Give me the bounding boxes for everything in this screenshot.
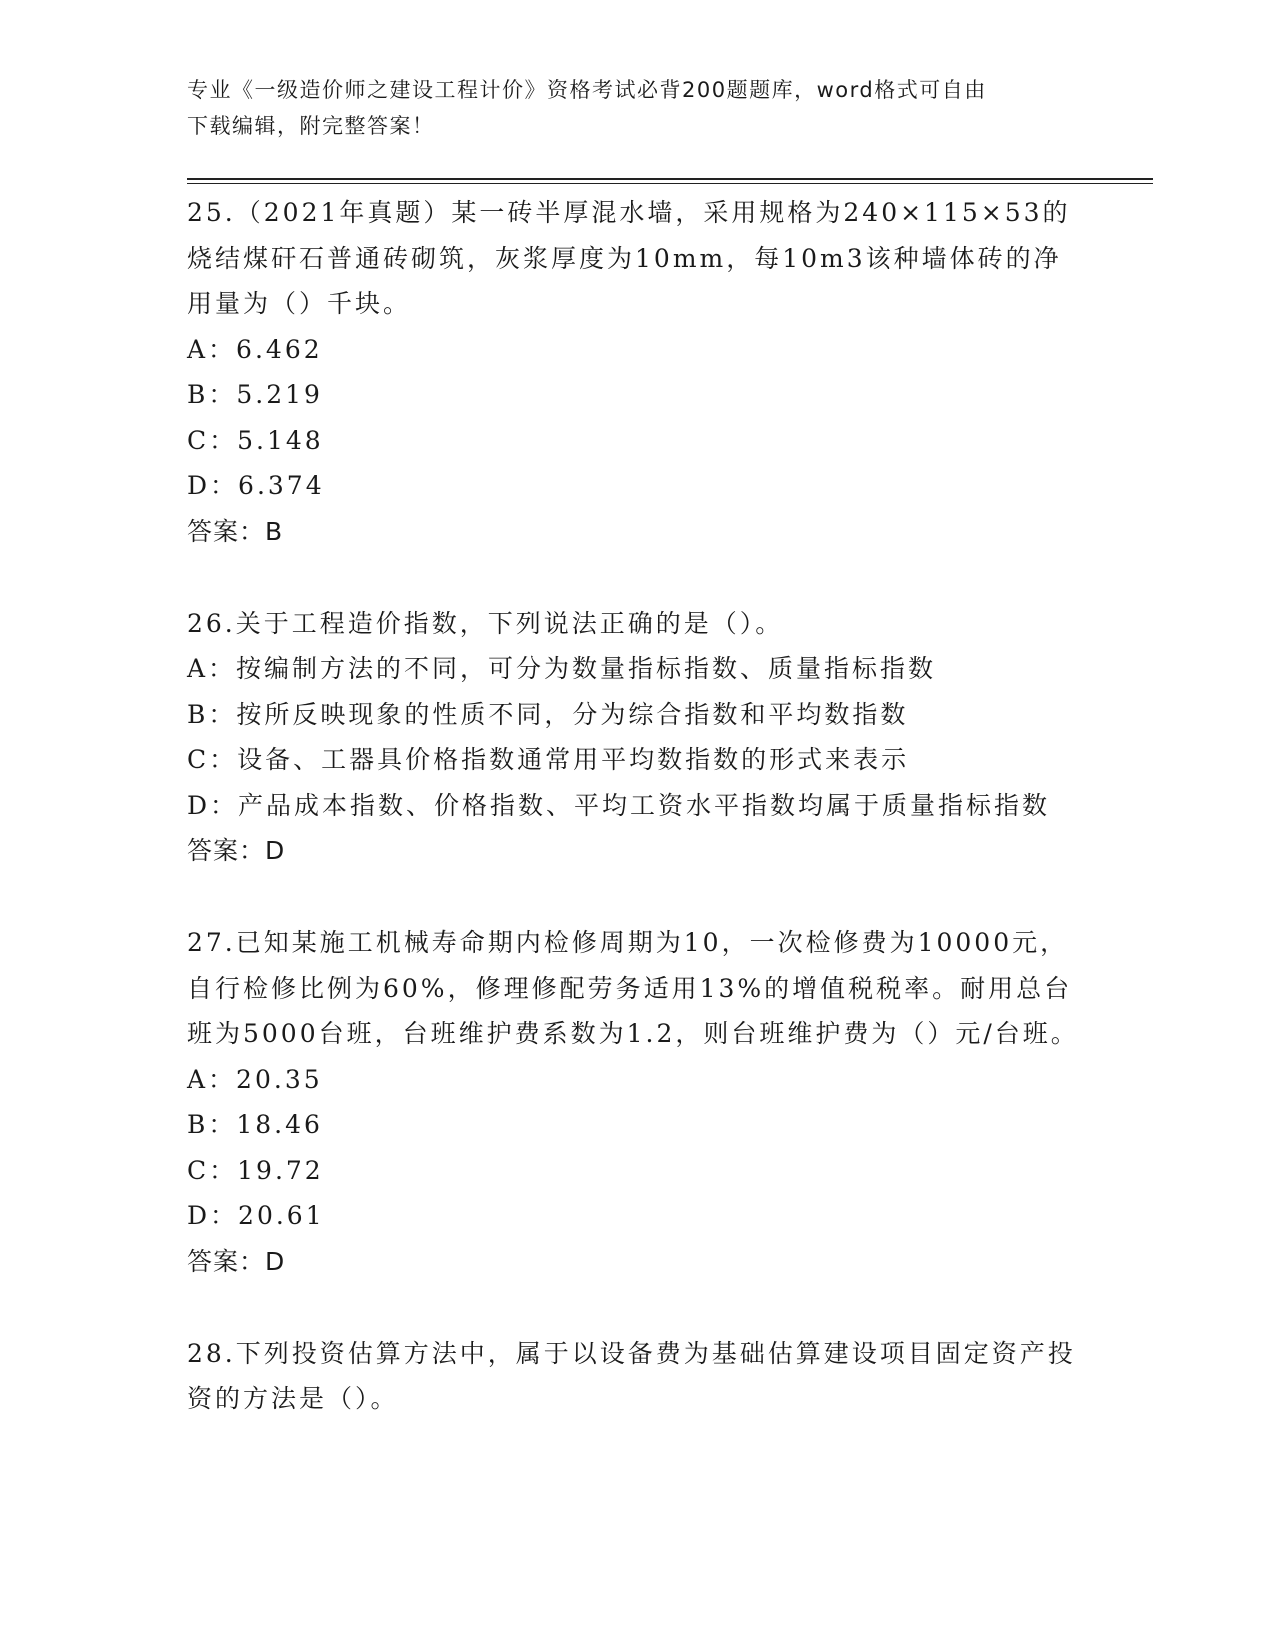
option-b: B：5.219: [187, 380, 323, 409]
option-b: B：按所反映现象的性质不同，分为综合指数和平均数指数: [187, 699, 909, 729]
option-a: A：按编制方法的不同，可分为数量指标指数、质量指标指数: [187, 654, 937, 683]
question-stem: 28.下列投资估算方法中，属于以设备费为基础估算建设项目固定资产投资的方法是（）。: [187, 1338, 1076, 1413]
option-c: C：设备、工器具价格指数通常用平均数指数的形式来表示: [187, 745, 910, 774]
option-a: A：6.462: [187, 334, 323, 364]
option-d: D：产品成本指数、价格指数、平均工资水平指数均属于质量指标指数: [187, 790, 1051, 820]
answer: 答案：B: [187, 516, 284, 546]
option-c: C：19.72: [187, 1155, 324, 1185]
question-28: [187, 1331, 1087, 1422]
option-d: D：20.61: [187, 1201, 325, 1230]
question-27: [187, 920, 1087, 1284]
option-b: B：18.46: [187, 1110, 323, 1139]
header-line-2: 下载编辑，附完整答案！: [187, 114, 435, 138]
answer: 答案：D: [187, 1246, 286, 1276]
answer: 答案：D: [187, 836, 286, 865]
question-stem: 25.（2021年真题）某一砖半厚混水墙，采用规格为240×115×53的烧结煤矸石普通砖砌筑，灰浆厚度为10mm，每10m3该种墙体砖的净用量为（）千块。: [187, 198, 1071, 318]
document-header: [187, 72, 1067, 144]
question-list: [187, 190, 1087, 1469]
option-c: C：5.148: [187, 425, 324, 455]
header-rule-thick: [187, 178, 1153, 180]
header-line-1: 专业《一级造价师之建设工程计价》资格考试必背200题题库，word格式可自由: [187, 78, 987, 102]
question-stem: 26.关于工程造价指数，下列说法正确的是（）。: [187, 608, 784, 638]
option-a: A：20.35: [187, 1064, 323, 1094]
option-d: D：6.374: [187, 471, 325, 500]
header-rule-thin: [187, 183, 1153, 184]
question-26: [187, 601, 1087, 874]
question-stem: 27.已知某施工机械寿命期内检修周期为10，一次检修费为10000元，自行检修比例为60%，修理修配劳务适用13%的增值税税率。耐用总台班为5000台班，台班维护费系数为1.2，则台班维护费为（）元/台班。: [187, 928, 1079, 1048]
question-25: [187, 190, 1087, 554]
